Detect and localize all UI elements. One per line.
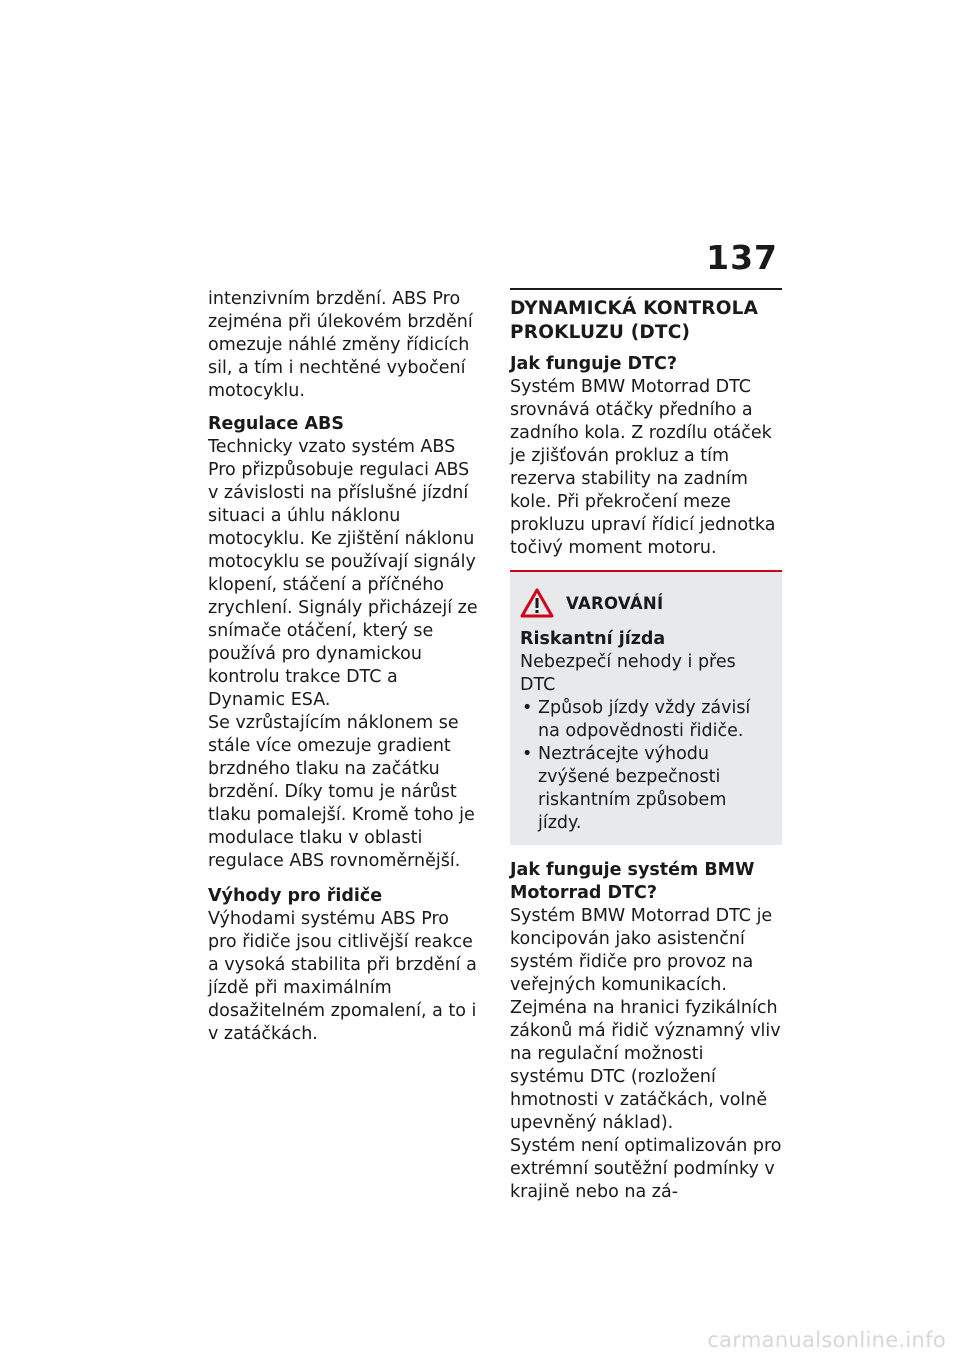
- left-column: [208, 288, 480, 1058]
- warning-header: [520, 588, 772, 618]
- right-column: [510, 288, 782, 1204]
- warning-title: VAROVÁNÍ: [566, 593, 664, 613]
- warning-list: [520, 697, 772, 835]
- intro-paragraph: intenzivním brzdění. ABS Pro zejména při úlekovém brzdění omezuje náhlé změny řídicích sil, a tím i nechtěné vybočení motocyklu.: [208, 289, 473, 401]
- warning-triangle-icon: [520, 588, 554, 618]
- section-paragraph: Výhodami systému ABS Pro pro řidiče jsou citlivější reakce a vysoká stabilita při brzdění a jízdě při maximálním dosažitelném zpomalení, a to i v zatáčkách.: [208, 909, 477, 1044]
- section-paragraph: Se vzrůstajícím náklonem se stále více omezuje gradient brzdného tlaku na začátku brzdění. Díky tomu je nárůst tlaku pomalejší. Kromě toho je modulace tlaku v oblasti regulace ABS rovnoměrnější.: [208, 713, 475, 871]
- section-vyhody: [208, 885, 480, 1046]
- section-jak-funguje-dtc: [510, 353, 782, 560]
- section-title: Výhody pro řidiče: [208, 886, 383, 906]
- page-number: 137: [706, 238, 778, 277]
- section-paragraph: Technicky vzato systém ABS Pro přizpůsobuje regulaci ABS v závislosti na příslušné jízdní situaci a úhlu náklonu motocyklu. Ke zjištění náklonu motocyklu se používají signály klopení, stáčení a příčného zrychlení. Signály přicházejí ze snímače otáčení, který se používá pro dynamickou kontrolu trakce DTC a Dynamic ESA.: [208, 437, 478, 710]
- section-paragraph: Systém BMW Motorrad DTC srovnává otáčky předního a zadního kola. Z rozdílu otáček je zjišťován prokluz a tím rezerva stability na zadním kole. Při překročení meze prokluzu upraví řídicí jednotka točivý moment motoru.: [510, 377, 776, 558]
- section-regulace-abs: [208, 413, 480, 873]
- section-paragraph: Systém BMW Motorrad DTC je koncipován jako asistenční systém řidiče pro provoz na veřejných komunikacích. Zejména na hranici fyzikálních zákonů má řidič významný vliv na regulační možnosti systému DTC (rozložení hmotnosti v zatáčkách, volně upevněný náklad).: [510, 906, 781, 1133]
- warning-list-item: • Neztrácejte výhodu zvýšené bezpečnosti riskantním způsobem jízdy.: [520, 743, 772, 835]
- chapter-heading: DYNAMICKÁ KONTROLA PROKLUZU (DTC): [510, 288, 782, 345]
- warning-subtitle: Riskantní jízda: [520, 629, 666, 649]
- watermark: carmanualsonline.info: [707, 1328, 946, 1352]
- section-paragraph: Systém není optimalizován pro extrémní soutěžní podmínky v krajině nebo na zá-: [510, 1136, 782, 1202]
- warning-list-item: • Způsob jízdy vždy závisí na odpovědnosti řidiče.: [520, 697, 772, 743]
- section-title: Jak funguje systém BMW Motorrad DTC?: [510, 860, 755, 903]
- section-title: Regulace ABS: [208, 414, 344, 434]
- warning-box: [510, 572, 782, 845]
- section-jak-funguje-system: [510, 859, 782, 1204]
- section-title: Jak funguje DTC?: [510, 354, 677, 374]
- warning-text: Nebezpečí nehody i přes DTC: [520, 652, 736, 695]
